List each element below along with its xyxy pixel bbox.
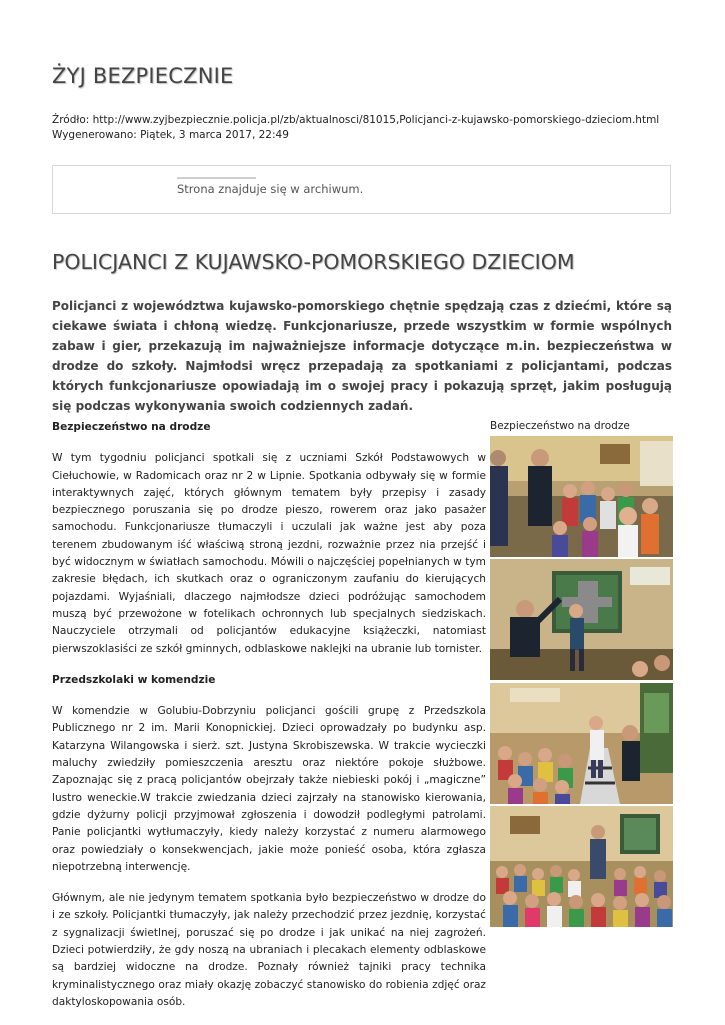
paragraph: Głównym, ale nie jedynym tematem spotkania było bezpieczeństwo w drodze do i ze szkoły. Policjantki tłumaczyły, jak należy przechodzić przez jezdnię, korzystać z sygnalizacji świetlnej, poruszać się po drodze i jak unikać na niej zagrożeń. Dzieci potwierdziły, że gdy noszą na ubraniach i plecakach elementy odblaskowe są bardziej widoczne na drodze. Poznały również tajniki pracy technika kryminalistycznego oraz miały okazję zobaczyć stanowisko do robienia zdjęć oraz daktyloskopowania osób. (52, 892, 486, 1008)
section-heading-road-safety: Bezpieczeństwo na drodze (52, 421, 211, 433)
paragraph: W tym tygodniu policjanci spotkali się z uczniami Szkół Podstawowych w Ciełuchowie, w Radomicach oraz nr 2 w Lipnie. Spotkania odbywały się w formie interaktywnych zajęć, których głównym tematem były przepisy i zasady bezpiecznego poruszania się po drodze pieszo, rowerem oraz jako pasażer samochodu. Funkcjonariusze tłumaczyli i uczulali jak ważne jest aby poza terenem zbudowanym iść właściwą stroną jezdni, rozważnie przez nia przejść i być widocznym w światłach samochodu. Mówili o najczęściej popełnianych w tym zakresie błędach, ich skutkach oraz o ograniczonym zaufaniu do kierujących pojazdami. Wyjaśniali, dlaczego najmłodsze dzieci podróżując samochodem muszą być przewożone w fotelikach ochronnych lub specjalnych siedziskach. Nauczyciele otrzymali od policjantów edukacyjne książeczki, natomiast pierwszoklasiści ze szkół gminnych, odblaskowe naklejki na ubranie lub tornister. (52, 452, 486, 655)
generated-date: Wygenerowano: Piątek, 3 marca 2017, 22:49 (52, 129, 289, 141)
article-title: POLICJANCI Z KUJAWSKO-POMORSKIEGO DZIECIOM (52, 250, 575, 274)
source-url: Źródło: http://www.zyjbezpiecznie.policja.pl/zb/aktualnosci/81015,Policjanci-z-kujawsko-pomorskiego-dzieciom.html (52, 114, 660, 126)
article-body (52, 419, 486, 1025)
paragraph: W komendzie w Golubiu-Dobrzyniu policjanci gościli grupę z Przedszkola Publicznego nr 2 im. Marii Konopnickiej. Dzieci oprowadzały po budynku asp. Katarzyna Wilangowska i sierż. szt. Justyna Skrobiszewska. W trakcie wycieczki maluchy zwiedziły pomieszczenia aresztu oraz niektóre pokoje służbowe. Zapoznając się z pracą policjantów obejrzały także niebieski pokój i „magiczne” lustro weneckie.W trakcie zwiedzania dzieci zajrzały na stanowisko kierowania, gdzie dyżurny policji przyjmował zgłoszenia i dowodził podległymi patrolami. Panie policjantki wytłumaczyły, kiedy należy korzystać z numeru alarmowego oraz powiedziały o konsekwencjach, jakie może ponieść osoba, która zgłasza niepotrzebną interwencję. (52, 705, 486, 873)
section-heading-preschoolers: Przedszkolaki w komendzie (52, 673, 216, 686)
archive-notice-box (52, 165, 671, 214)
archive-divider (177, 177, 256, 179)
photo-board-demonstration (490, 559, 673, 680)
archive-notice: Strona znajduje się w archiwum. (177, 182, 364, 196)
photo-group-children (490, 806, 673, 927)
article-lead: Policjanci z województwa kujawsko-pomorskiego chętnie spędzają czas z dziećmi, które są ciekawe świata i chłoną wiedzę. Funkcjonariusze, przede wszystkim w formie wspólnych zabaw i gier, przekazują im najważniejsze informacje dotyczące m.in. bezpieczeństwa w drodze do szkoły. Najmłodsi wręcz przepadają za spotkaniami z policjantami, podczas których funkcjonariusze opowiadają im o swojej pracy i pokazują sprzęt, jakim posługują się podczas wykonywania swoich codziennych zadań. (52, 299, 672, 413)
gallery-caption: Bezpieczeństwo na drodze (490, 420, 630, 432)
photo-hallway-children (490, 683, 673, 804)
document-meta (52, 113, 659, 143)
photo-classroom-policeman (490, 436, 673, 557)
site-title: ŻYJ BEZPIECZNIE (52, 64, 234, 88)
